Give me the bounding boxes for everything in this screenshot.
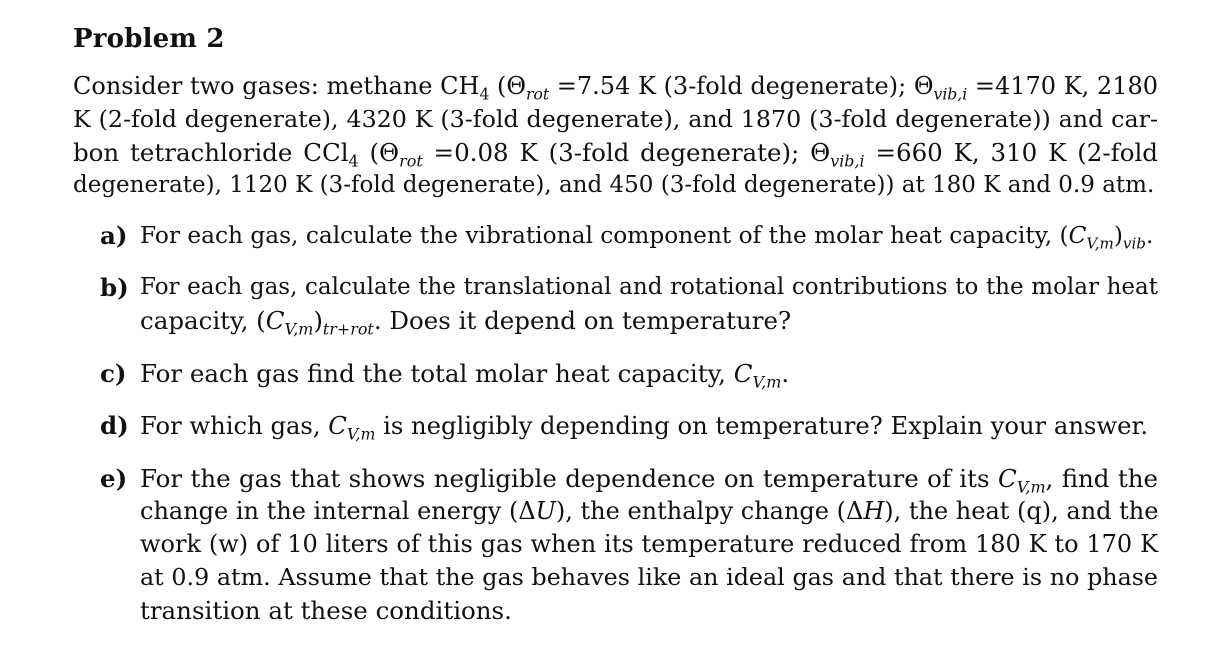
intro-line: degenerate), 1120 K (3-fold degenerate), and 450 (3-fold degenerate)) at 180 K and 0.9 atm.	[73, 172, 1155, 198]
part-line: transition at these conditions.	[140, 596, 512, 625]
part-text	[140, 357, 1158, 390]
part-label: d)	[100, 411, 129, 440]
intro-line: Consider two gases: methane $CH_4$ ($\Theta_{rot} =7.54$ K (3-fold degenerate); $\Theta_{vib,i} =4170$ K, 2180	[73, 72, 1159, 104]
problem-intro	[73, 70, 1158, 202]
part-line: work (w) of 10 liters of this gas when its temperature reduced from 180 K to 170 K	[140, 530, 1158, 558]
part-label: a)	[100, 221, 128, 250]
part-label: b)	[100, 273, 129, 302]
part-text	[140, 462, 1158, 627]
part-line: For each gas, calculate the vibrational component of the molar heat capacity, $(C_{V,m})_{vib}$.	[140, 222, 1154, 253]
part-line: For each gas, calculate the translational and rotational contributions to the molar heat	[140, 274, 1158, 300]
part-text	[140, 219, 1158, 252]
part-line: capacity, $(C_{V,m})_{tr+rot}$. Does it depend on temperature?	[140, 306, 792, 339]
part-line: For the gas that shows negligible dependence on temperature of its $C_{V,m}$, find the	[140, 464, 1158, 497]
part-line: change in the internal energy (ΔU), the enthalpy change (ΔH), the heat (q), and the	[140, 497, 1159, 525]
part-label: e)	[100, 464, 128, 493]
problem-title: Problem 2	[73, 24, 225, 54]
part-text	[140, 409, 1158, 442]
part-line: For each gas find the total molar heat capacity, $C_{V,m}$.	[140, 359, 790, 392]
part-text	[140, 271, 1158, 337]
part-line: at 0.9 atm. Assume that the gas behaves like an ideal gas and that there is no phase	[140, 563, 1158, 591]
intro-line: bon tetrachloride CCl$_4$ ($\Theta_{rot} =0.08$ K (3-fold degenerate); $\Theta_{vib,i} =660$ K, 310 K (2-fold	[73, 138, 1158, 171]
part-line: For which gas, $C_{V,m}$ is negligibly depending on temperature? Explain your answer.	[140, 411, 1149, 444]
part-label: c)	[100, 359, 127, 388]
intro-line: K (2-fold degenerate), 4320 K (3-fold degenerate), and 1870 (3-fold degenerate)) and car-	[73, 105, 1158, 133]
